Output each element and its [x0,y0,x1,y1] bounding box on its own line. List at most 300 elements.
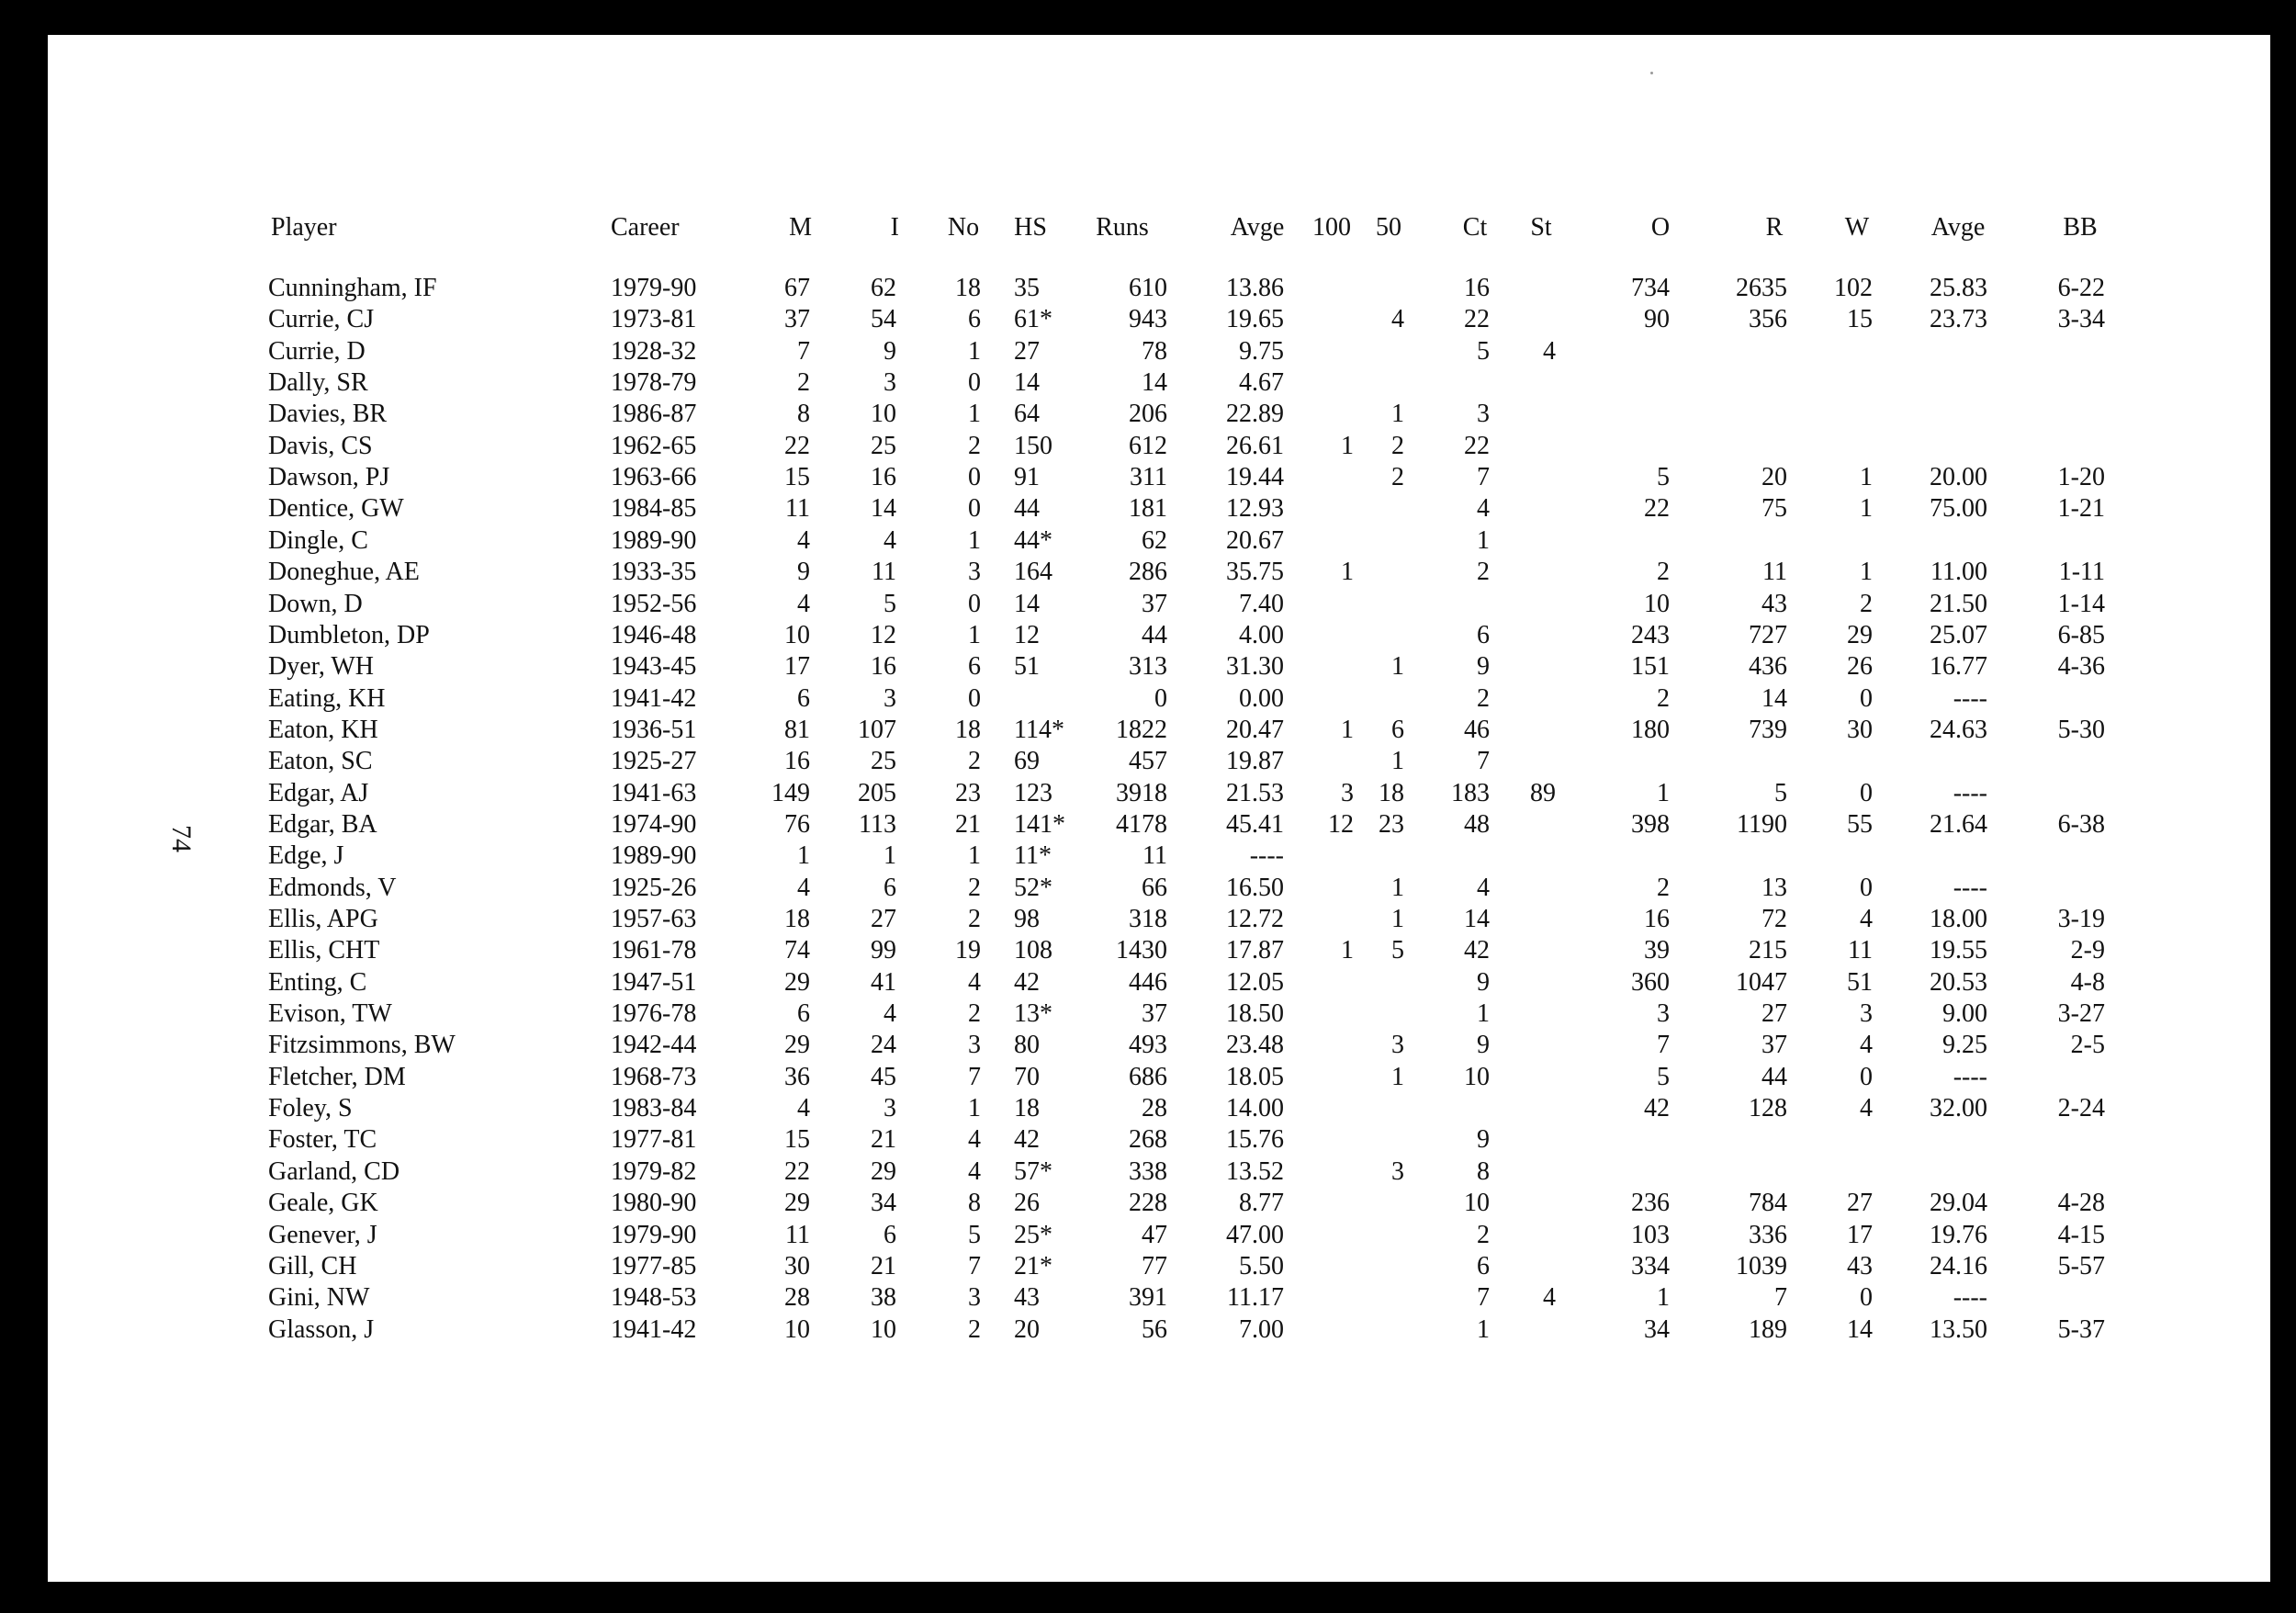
table-cell-ct: 9 [1477,1125,1490,1155]
table-cell-w: 4 [1860,1031,1873,1060]
column-header-st: St [1530,213,1552,242]
table-cell-o: 2 [1657,558,1670,587]
column-header-i: I [890,213,899,242]
table-cell-no: 3 [968,1031,981,1060]
table-cell-i: 4 [884,999,896,1029]
table-cell-hs: 114* [1014,715,1064,744]
table-cell-i: 107 [858,715,896,744]
column-header-h50: 50 [1376,213,1401,242]
table-cell-w: 29 [1847,620,1873,649]
table-cell-ct: 2 [1477,558,1490,587]
scan-speck [1650,72,1653,74]
table-cell-bavge: 18.00 [1930,905,1987,933]
table-cell-h50: 4 [1391,305,1404,334]
table-cell-bb: 1-20 [2057,463,2105,492]
document-page [48,35,2270,1583]
table-cell-i: 10 [871,1314,896,1344]
table-cell-player: Geale, GK [268,1189,378,1218]
table-cell-i: 16 [871,463,896,492]
table-cell-hs: 70 [1014,1062,1040,1091]
table-cell-h50: 1 [1391,1062,1404,1091]
table-cell-i: 99 [871,936,896,965]
table-cell-bb: 4-15 [2057,1220,2105,1249]
table-cell-bb: 6-85 [2057,620,2105,649]
table-cell-m: 10 [784,1314,810,1344]
table-cell-player: Dumbleton, DP [268,620,430,649]
table-cell-r: 7 [1774,1283,1787,1313]
table-cell-runs: 56 [1142,1314,1167,1344]
table-cell-m: 17 [784,652,810,682]
table-cell-r: 43 [1761,589,1787,618]
table-cell-h50: 1 [1391,400,1404,429]
table-cell-bb: 3-27 [2057,999,2105,1029]
table-cell-m: 16 [784,747,810,776]
table-cell-m: 22 [784,431,810,460]
table-cell-i: 21 [871,1125,896,1155]
table-cell-no: 0 [968,494,981,524]
table-cell-career: 1925-26 [611,873,697,902]
table-cell-avge: 45.41 [1226,809,1284,839]
table-cell-bavge: 20.00 [1930,463,1987,492]
table-cell-no: 0 [968,368,981,398]
table-cell-runs: 28 [1142,1094,1167,1123]
table-cell-o: 334 [1631,1251,1670,1280]
table-cell-player: Doneghue, AE [268,558,420,587]
table-cell-avge: 16.50 [1226,873,1284,902]
table-cell-player: Eaton, SC [268,747,373,776]
table-cell-career: 1979-82 [611,1156,697,1186]
table-cell-ct: 2 [1477,1220,1490,1249]
table-cell-hs: 64 [1014,400,1040,429]
table-cell-avge: 14.00 [1226,1094,1284,1123]
table-cell-st: 89 [1530,778,1556,807]
table-cell-h100: 1 [1341,431,1354,460]
table-cell-career: 1978-79 [611,368,697,398]
table-cell-h50: 1 [1391,652,1404,682]
table-cell-player: Currie, CJ [268,305,375,334]
table-cell-runs: 78 [1142,336,1167,366]
table-cell-player: Ellis, CHT [268,936,380,965]
table-cell-bavge: ---- [1953,1062,1987,1091]
table-cell-no: 2 [968,873,981,902]
table-cell-career: 1941-42 [611,683,697,713]
table-cell-player: Garland, CD [268,1156,400,1186]
table-cell-bavge: 21.50 [1930,589,1987,618]
table-cell-no: 4 [968,1125,981,1155]
table-cell-r: 44 [1761,1062,1787,1091]
table-cell-m: 29 [784,1031,810,1060]
table-cell-no: 3 [968,1283,981,1313]
table-cell-hs: 35 [1014,274,1040,302]
table-cell-player: Glasson, J [268,1314,375,1344]
table-cell-h50: 1 [1391,747,1404,776]
table-cell-bavge: 29.04 [1930,1189,1987,1218]
table-cell-i: 205 [858,778,896,807]
table-cell-bb: 1-14 [2057,589,2105,618]
table-cell-bb: 4-8 [2070,967,2105,997]
table-cell-m: 6 [797,683,810,713]
table-cell-runs: 37 [1142,589,1167,618]
table-cell-h50: 3 [1391,1031,1404,1060]
table-cell-w: 1 [1860,463,1873,492]
table-cell-w: 27 [1847,1189,1873,1218]
table-cell-hs: 11* [1014,841,1052,871]
table-cell-i: 6 [884,1220,896,1249]
table-cell-career: 1980-90 [611,1189,697,1218]
table-cell-r: 27 [1761,999,1787,1029]
table-cell-avge: 13.86 [1226,274,1284,302]
table-cell-r: 356 [1749,305,1787,334]
table-cell-career: 1943-45 [611,652,697,682]
table-cell-i: 3 [884,1094,896,1123]
table-cell-m: 22 [784,1156,810,1186]
table-cell-career: 1973-81 [611,305,697,334]
table-cell-bb: 3-34 [2057,305,2105,334]
table-cell-o: 734 [1631,274,1670,302]
table-cell-runs: 446 [1129,967,1167,997]
table-cell-bavge: ---- [1953,683,1987,713]
table-cell-ct: 7 [1477,747,1490,776]
table-cell-o: 5 [1657,1062,1670,1091]
table-cell-i: 34 [871,1189,896,1218]
table-cell-m: 1 [797,841,810,871]
table-cell-o: 2 [1657,683,1670,713]
table-cell-i: 1 [884,841,896,871]
table-cell-m: 15 [784,1125,810,1155]
table-cell-player: Edge, J [268,841,344,871]
table-cell-runs: 686 [1129,1062,1167,1091]
table-cell-i: 27 [871,905,896,933]
table-cell-ct: 7 [1477,1283,1490,1313]
table-cell-avge: 15.76 [1226,1125,1284,1155]
table-cell-h100: 12 [1328,809,1354,839]
table-cell-r: 1047 [1736,967,1787,997]
table-cell-m: 8 [797,400,810,429]
table-cell-runs: 311 [1130,463,1167,492]
table-cell-career: 1974-90 [611,809,697,839]
table-cell-career: 1925-27 [611,747,697,776]
table-cell-career: 1968-73 [611,1062,697,1091]
table-cell-m: 15 [784,463,810,492]
table-cell-player: Genever, J [268,1220,377,1249]
table-cell-st: 4 [1543,1283,1556,1313]
table-cell-ct: 16 [1464,274,1490,302]
table-cell-r: 75 [1761,494,1787,524]
table-cell-bavge: ---- [1953,873,1987,902]
table-cell-hs: 141* [1014,809,1065,839]
table-cell-runs: 286 [1129,558,1167,587]
table-cell-no: 6 [968,305,981,334]
table-cell-avge: 22.89 [1226,400,1284,429]
table-cell-h50: 1 [1391,905,1404,933]
table-cell-no: 0 [968,683,981,713]
table-cell-ct: 9 [1477,652,1490,682]
table-cell-o: 90 [1644,305,1670,334]
table-cell-hs: 18 [1014,1094,1040,1123]
table-cell-ct: 1 [1477,999,1490,1029]
table-cell-hs: 80 [1014,1031,1040,1060]
table-cell-player: Evison, TW [268,999,392,1029]
column-header-hs: HS [1014,213,1047,242]
table-cell-runs: 338 [1129,1156,1167,1186]
table-cell-r: 215 [1749,936,1787,965]
table-cell-o: 5 [1657,463,1670,492]
table-cell-m: 11 [785,494,810,524]
table-cell-career: 1979-90 [611,1220,697,1249]
table-cell-avge: 12.72 [1226,905,1284,933]
table-cell-bavge: 19.55 [1930,936,1987,965]
table-cell-o: 103 [1631,1220,1670,1249]
table-cell-hs: 20 [1014,1314,1040,1344]
table-cell-hs: 164 [1014,558,1052,587]
table-cell-w: 11 [1848,936,1873,965]
table-cell-avge: 5.50 [1239,1251,1284,1280]
table-cell-bavge: 25.83 [1930,274,1987,302]
table-cell-avge: 4.67 [1239,368,1284,398]
table-cell-r: 5 [1774,778,1787,807]
table-cell-w: 2 [1860,589,1873,618]
scan-border-bottom [0,1582,2296,1613]
table-cell-player: Edgar, BA [268,809,377,839]
table-cell-h100: 3 [1341,778,1354,807]
table-cell-m: 9 [797,558,810,587]
table-cell-o: 236 [1631,1189,1670,1218]
table-cell-no: 0 [968,589,981,618]
table-cell-runs: 181 [1129,494,1167,524]
table-cell-ct: 3 [1477,400,1490,429]
table-cell-w: 0 [1860,683,1873,713]
table-cell-m: 10 [784,620,810,649]
table-cell-h50: 5 [1391,936,1404,965]
table-cell-hs: 44 [1014,494,1040,524]
table-cell-o: 2 [1657,873,1670,902]
table-cell-m: 4 [797,525,810,555]
table-cell-w: 26 [1847,652,1873,682]
table-cell-bb: 5-37 [2057,1314,2105,1344]
table-cell-i: 113 [859,809,896,839]
table-cell-w: 14 [1847,1314,1873,1344]
table-cell-no: 2 [968,905,981,933]
table-cell-hs: 26 [1014,1189,1040,1218]
table-cell-runs: 37 [1142,999,1167,1029]
table-cell-avge: 35.75 [1226,558,1284,587]
table-cell-no: 1 [968,400,981,429]
table-cell-no: 19 [955,936,981,965]
table-cell-m: 29 [784,1189,810,1218]
table-cell-h50: 18 [1379,778,1404,807]
table-cell-h50: 2 [1391,431,1404,460]
table-cell-i: 54 [871,305,896,334]
table-cell-avge: 18.05 [1226,1062,1284,1091]
table-cell-runs: 0 [1154,683,1167,713]
table-cell-avge: 26.61 [1226,431,1284,460]
table-cell-m: 29 [784,967,810,997]
table-cell-bavge: 11.00 [1930,558,1987,587]
table-cell-bb: 1-11 [2058,558,2105,587]
table-cell-career: 1976-78 [611,999,697,1029]
table-cell-no: 6 [968,652,981,682]
table-cell-o: 360 [1631,967,1670,997]
table-cell-o: 7 [1657,1031,1670,1060]
table-cell-hs: 91 [1014,463,1040,492]
table-cell-bb: 6-38 [2057,809,2105,839]
table-cell-m: 4 [797,873,810,902]
table-cell-i: 41 [871,967,896,997]
table-cell-m: 76 [784,809,810,839]
table-cell-bb: 4-36 [2057,652,2105,682]
table-cell-no: 18 [955,274,981,302]
table-cell-no: 8 [968,1189,981,1218]
table-cell-no: 0 [968,463,981,492]
table-cell-i: 5 [884,589,896,618]
table-cell-player: Davies, BR [268,400,388,429]
table-cell-o: 398 [1631,809,1670,839]
table-cell-w: 0 [1860,778,1873,807]
table-cell-w: 1 [1860,558,1873,587]
table-cell-no: 1 [968,336,981,366]
table-cell-player: Gini, NW [268,1283,370,1313]
table-cell-runs: 493 [1129,1031,1167,1060]
table-cell-w: 0 [1860,1283,1873,1313]
table-cell-ct: 10 [1464,1189,1490,1218]
table-cell-i: 14 [871,494,896,524]
table-cell-h50: 3 [1391,1156,1404,1186]
table-cell-player: Down, D [268,589,363,618]
table-cell-hs: 51 [1014,652,1040,682]
table-cell-r: 37 [1761,1031,1787,1060]
table-cell-bavge: 9.25 [1942,1031,1987,1060]
table-cell-w: 0 [1860,873,1873,902]
table-cell-runs: 206 [1129,400,1167,429]
table-cell-ct: 46 [1464,715,1490,744]
table-cell-bb: 3-19 [2057,905,2105,933]
table-cell-r: 727 [1749,620,1787,649]
table-cell-i: 9 [884,336,896,366]
table-cell-ct: 2 [1477,683,1490,713]
table-cell-r: 739 [1749,715,1787,744]
table-cell-no: 5 [968,1220,981,1249]
table-cell-hs: 98 [1014,905,1040,933]
table-cell-bavge: 19.76 [1930,1220,1987,1249]
table-cell-i: 3 [884,683,896,713]
table-cell-w: 17 [1847,1220,1873,1249]
table-cell-player: Dingle, C [268,525,368,555]
table-cell-h100: 1 [1341,936,1354,965]
table-cell-avge: ---- [1249,841,1284,871]
table-cell-avge: 18.50 [1226,999,1284,1029]
table-cell-hs: 13* [1014,999,1052,1029]
column-header-runs: Runs [1096,213,1149,242]
table-cell-bb: 4-28 [2057,1189,2105,1218]
table-cell-r: 11 [1762,558,1787,587]
table-cell-i: 25 [871,747,896,776]
table-cell-w: 30 [1847,715,1873,744]
table-cell-player: Fitzsimmons, BW [268,1031,456,1060]
table-cell-hs: 61* [1014,305,1052,334]
table-cell-hs: 12 [1014,620,1040,649]
table-cell-career: 1989-90 [611,525,697,555]
table-cell-ct: 22 [1464,305,1490,334]
table-cell-hs: 69 [1014,747,1040,776]
table-cell-ct: 8 [1477,1156,1490,1186]
table-cell-avge: 17.87 [1226,936,1284,965]
table-cell-hs: 52* [1014,873,1052,902]
table-cell-avge: 47.00 [1226,1220,1284,1249]
column-header-career: Career [611,213,680,242]
table-cell-h50: 23 [1379,809,1404,839]
table-cell-player: Gill, CH [268,1251,357,1280]
table-cell-m: 36 [784,1062,810,1091]
table-cell-player: Dyer, WH [268,652,374,682]
table-cell-w: 51 [1847,967,1873,997]
table-cell-avge: 7.40 [1239,589,1284,618]
table-cell-o: 34 [1644,1314,1670,1344]
table-cell-ct: 6 [1477,620,1490,649]
table-cell-avge: 0.00 [1239,683,1284,713]
table-cell-w: 55 [1847,809,1873,839]
table-cell-runs: 66 [1142,873,1167,902]
column-header-r: R [1765,213,1784,242]
table-cell-h50: 1 [1391,873,1404,902]
table-cell-o: 1 [1657,778,1670,807]
table-cell-avge: 8.77 [1239,1189,1284,1218]
table-cell-bavge: 24.63 [1930,715,1987,744]
table-cell-avge: 12.93 [1226,494,1284,524]
table-cell-bavge: 9.00 [1942,999,1987,1029]
table-cell-m: 6 [797,999,810,1029]
table-cell-player: Eaton, KH [268,715,378,744]
table-cell-i: 38 [871,1283,896,1313]
column-header-h100: 100 [1312,213,1351,242]
table-cell-career: 1928-32 [611,336,697,366]
table-cell-bavge: 20.53 [1930,967,1987,997]
table-cell-avge: 7.00 [1239,1314,1284,1344]
table-cell-career: 1962-65 [611,431,697,460]
table-cell-i: 3 [884,368,896,398]
table-cell-no: 2 [968,431,981,460]
table-cell-bb: 5-30 [2057,715,2105,744]
table-cell-i: 16 [871,652,896,682]
table-cell-ct: 42 [1464,936,1490,965]
table-cell-no: 18 [955,715,981,744]
table-cell-o: 3 [1657,999,1670,1029]
table-cell-w: 4 [1860,905,1873,933]
table-cell-avge: 23.48 [1226,1031,1284,1060]
table-cell-career: 1963-66 [611,463,697,492]
table-cell-r: 128 [1749,1094,1787,1123]
table-cell-runs: 3918 [1116,778,1167,807]
table-cell-i: 11 [872,558,896,587]
table-cell-no: 7 [968,1251,981,1280]
table-cell-ct: 7 [1477,463,1490,492]
column-header-w: W [1844,213,1870,242]
table-cell-avge: 19.44 [1226,463,1284,492]
column-header-bavge: Avge [1930,213,1986,242]
table-cell-avge: 21.53 [1226,778,1284,807]
table-cell-career: 1946-48 [611,620,697,649]
table-cell-bavge: ---- [1953,778,1987,807]
table-cell-player: Cunningham, IF [268,274,437,302]
column-header-bb: BB [2063,213,2098,242]
table-cell-runs: 610 [1129,274,1167,302]
table-cell-avge: 19.65 [1226,305,1284,334]
table-cell-runs: 318 [1129,905,1167,933]
table-cell-bavge: 32.00 [1930,1094,1987,1123]
table-cell-career: 1936-51 [611,715,697,744]
table-cell-career: 1986-87 [611,400,697,429]
table-cell-o: 42 [1644,1094,1670,1123]
table-cell-avge: 12.05 [1226,967,1284,997]
